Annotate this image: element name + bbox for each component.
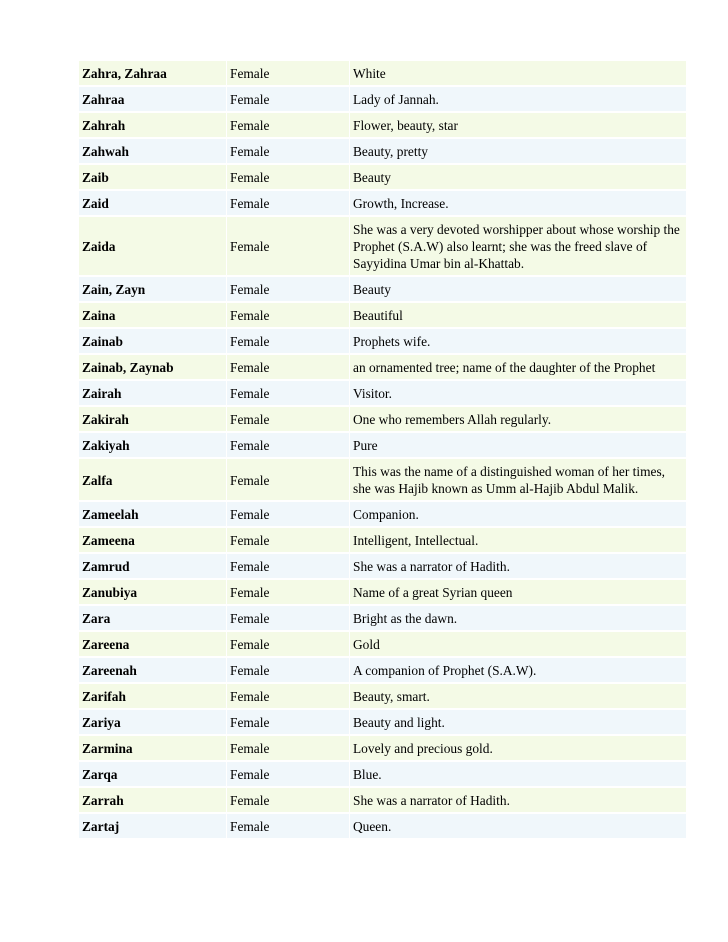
gender-cell: Female [227, 303, 349, 327]
gender-cell: Female [227, 277, 349, 301]
table-row [79, 277, 686, 301]
gender-cell: Female [227, 87, 349, 111]
table-row [79, 87, 686, 111]
gender-cell: Female [227, 191, 349, 215]
meaning-cell: an ornamented tree; name of the daughter of the Prophet [350, 355, 686, 379]
table-row [79, 528, 686, 552]
meaning-cell: Beautiful [350, 303, 686, 327]
name-cell: Zareena [79, 632, 226, 656]
name-cell: Zamrud [79, 554, 226, 578]
name-cell: Zakiyah [79, 433, 226, 457]
meaning-cell: Blue. [350, 762, 686, 786]
table-row [79, 710, 686, 734]
name-cell: Zahra, Zahraa [79, 61, 226, 85]
gender-cell: Female [227, 606, 349, 630]
meaning-cell: Gold [350, 632, 686, 656]
name-cell: Zaib [79, 165, 226, 189]
name-cell: Zairah [79, 381, 226, 405]
name-cell: Zarmina [79, 736, 226, 760]
table-row [79, 165, 686, 189]
table-row [79, 459, 686, 500]
table-row [79, 217, 686, 275]
name-cell: Zameelah [79, 502, 226, 526]
gender-cell: Female [227, 329, 349, 353]
gender-cell: Female [227, 762, 349, 786]
meaning-cell: Bright as the dawn. [350, 606, 686, 630]
table-row [79, 381, 686, 405]
table-row [79, 61, 686, 85]
name-cell: Zanubiya [79, 580, 226, 604]
gender-cell: Female [227, 814, 349, 838]
gender-cell: Female [227, 502, 349, 526]
meaning-cell: Queen. [350, 814, 686, 838]
meaning-cell: Beauty, pretty [350, 139, 686, 163]
table-row [79, 554, 686, 578]
meaning-cell: One who remembers Allah regularly. [350, 407, 686, 431]
meaning-cell: Flower, beauty, star [350, 113, 686, 137]
name-cell: Zaida [79, 217, 226, 275]
name-cell: Zahrah [79, 113, 226, 137]
name-cell: Zariya [79, 710, 226, 734]
name-cell: Zahraa [79, 87, 226, 111]
meaning-cell: A companion of Prophet (S.A.W). [350, 658, 686, 682]
table-row [79, 191, 686, 215]
meaning-cell: Beauty, smart. [350, 684, 686, 708]
gender-cell: Female [227, 381, 349, 405]
table-row [79, 684, 686, 708]
meaning-cell: Intelligent, Intellectual. [350, 528, 686, 552]
table-row [79, 433, 686, 457]
table-row [79, 303, 686, 327]
name-cell: Zareenah [79, 658, 226, 682]
name-cell: Zahwah [79, 139, 226, 163]
names-table [79, 59, 686, 840]
gender-cell: Female [227, 528, 349, 552]
meaning-cell: Beauty and light. [350, 710, 686, 734]
gender-cell: Female [227, 788, 349, 812]
table-row [79, 632, 686, 656]
gender-cell: Female [227, 139, 349, 163]
table-row [79, 139, 686, 163]
gender-cell: Female [227, 632, 349, 656]
table-row [79, 407, 686, 431]
table-row [79, 329, 686, 353]
meaning-cell: Beauty [350, 277, 686, 301]
meaning-cell: Pure [350, 433, 686, 457]
meaning-cell: White [350, 61, 686, 85]
table-row [79, 658, 686, 682]
name-cell: Zain, Zayn [79, 277, 226, 301]
meaning-cell: Visitor. [350, 381, 686, 405]
table-row [79, 606, 686, 630]
gender-cell: Female [227, 658, 349, 682]
gender-cell: Female [227, 407, 349, 431]
gender-cell: Female [227, 736, 349, 760]
table-row [79, 762, 686, 786]
name-cell: Zaid [79, 191, 226, 215]
name-cell: Zameena [79, 528, 226, 552]
meaning-cell: Companion. [350, 502, 686, 526]
name-cell: Zarqa [79, 762, 226, 786]
gender-cell: Female [227, 684, 349, 708]
table-row [79, 355, 686, 379]
table-row [79, 814, 686, 838]
gender-cell: Female [227, 710, 349, 734]
table-row [79, 113, 686, 137]
name-cell: Zarifah [79, 684, 226, 708]
name-cell: Zainab, Zaynab [79, 355, 226, 379]
gender-cell: Female [227, 580, 349, 604]
meaning-cell: Beauty [350, 165, 686, 189]
meaning-cell: Name of a great Syrian queen [350, 580, 686, 604]
gender-cell: Female [227, 217, 349, 275]
table-row [79, 736, 686, 760]
name-cell: Zalfa [79, 459, 226, 500]
gender-cell: Female [227, 459, 349, 500]
meaning-cell: She was a very devoted worshipper about whose worship the Prophet (S.A.W) also learnt; she was the freed slave of Sayyidina Umar bin al-Khattab. [350, 217, 686, 275]
meaning-cell: Prophets wife. [350, 329, 686, 353]
gender-cell: Female [227, 554, 349, 578]
meaning-cell: She was a narrator of Hadith. [350, 788, 686, 812]
name-cell: Zarrah [79, 788, 226, 812]
name-cell: Zartaj [79, 814, 226, 838]
name-cell: Zaina [79, 303, 226, 327]
names-table-body [79, 61, 686, 838]
meaning-cell: Lady of Jannah. [350, 87, 686, 111]
name-cell: Zainab [79, 329, 226, 353]
meaning-cell: She was a narrator of Hadith. [350, 554, 686, 578]
gender-cell: Female [227, 113, 349, 137]
gender-cell: Female [227, 355, 349, 379]
meaning-cell: Growth, Increase. [350, 191, 686, 215]
gender-cell: Female [227, 61, 349, 85]
table-row [79, 502, 686, 526]
meaning-cell: This was the name of a distinguished woman of her times, she was Hajib known as Umm al-Hajib Abdul Malik. [350, 459, 686, 500]
table-row [79, 788, 686, 812]
name-cell: Zara [79, 606, 226, 630]
gender-cell: Female [227, 165, 349, 189]
table-row [79, 580, 686, 604]
meaning-cell: Lovely and precious gold. [350, 736, 686, 760]
name-cell: Zakirah [79, 407, 226, 431]
document-page [79, 59, 685, 840]
gender-cell: Female [227, 433, 349, 457]
